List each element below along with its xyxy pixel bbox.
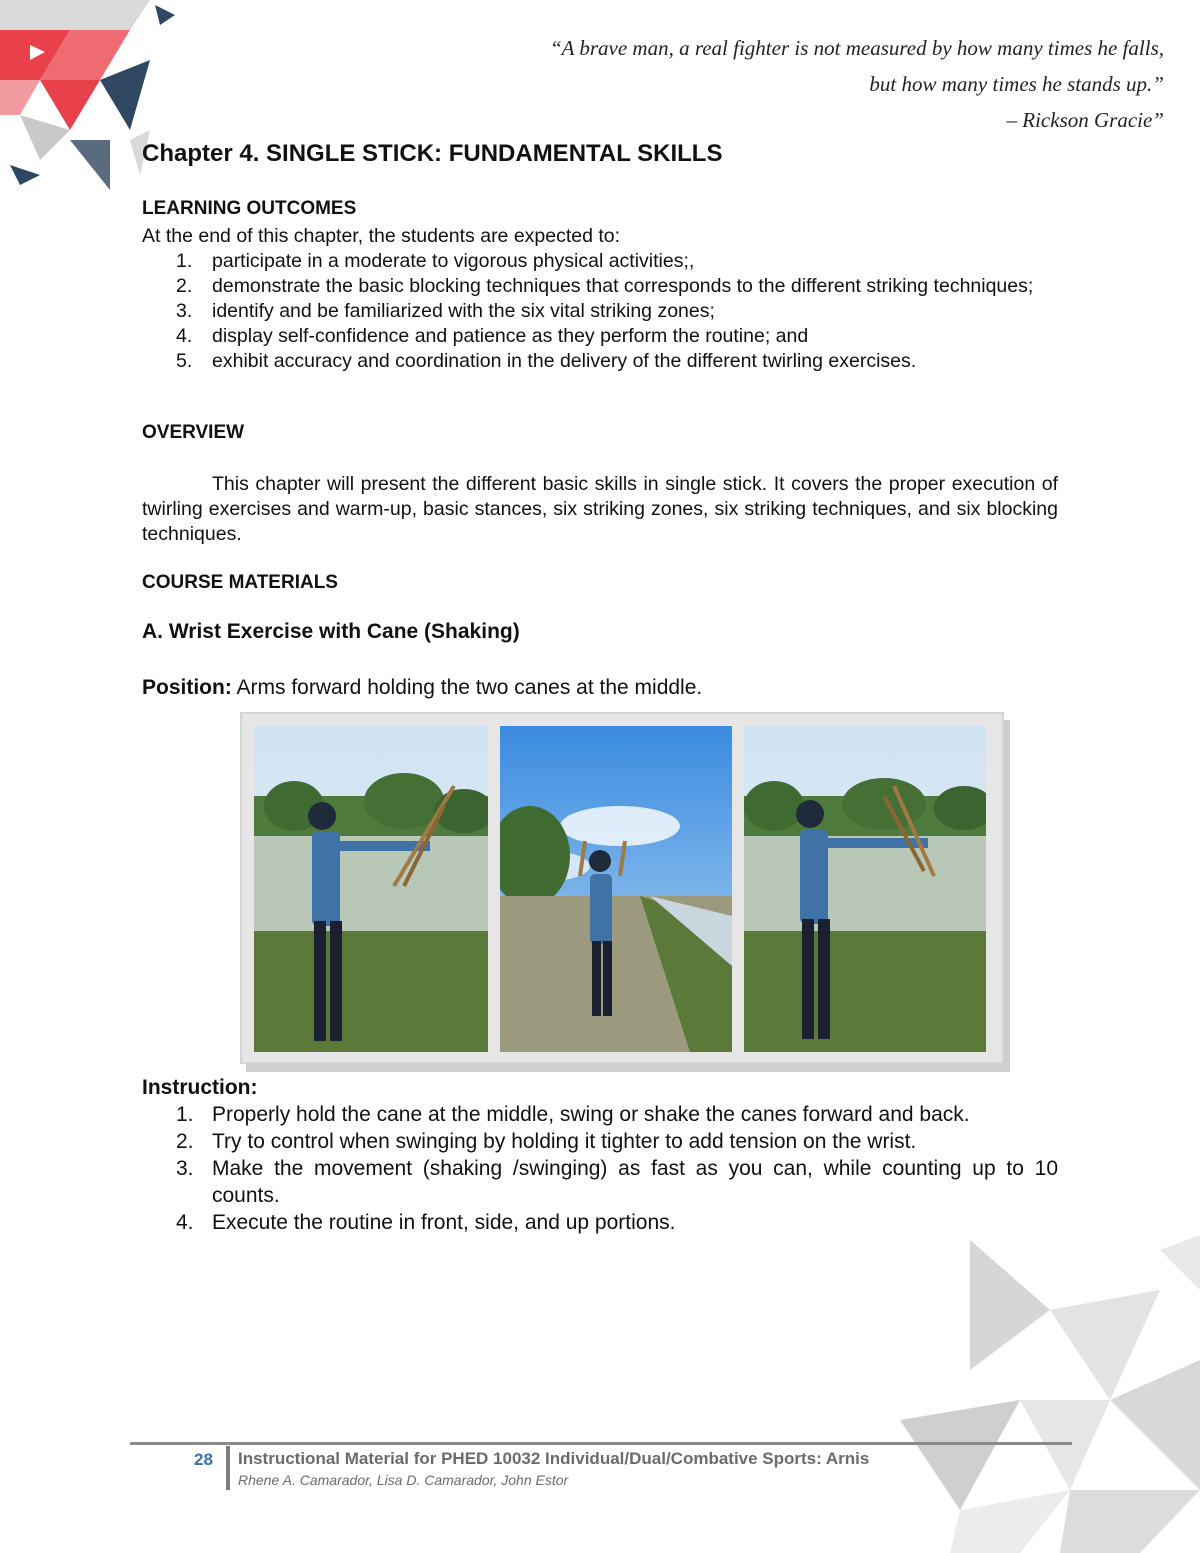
header-decoration — [0, 0, 200, 200]
position-text: Arms forward holding the two canes at the middle. — [231, 676, 703, 699]
list-item: 4. display self-confidence and patience as they perform the routine; and — [176, 325, 809, 347]
footer-title: Instructional Material for PHED 10032 Individual/Dual/Combative Sports: Arnis — [238, 1449, 870, 1468]
learning-outcomes-section — [142, 224, 1058, 374]
exercise-photo-front — [254, 726, 488, 1052]
list-item: 4. Execute the routine in front, side, and up portions. — [176, 1211, 676, 1234]
quote-author: – Rickson Gracie” — [1006, 108, 1164, 132]
list-item: 1. Properly hold the cane at the middle, swing or shake the canes forward and back. — [176, 1103, 970, 1126]
quote-line-2: but how many times he stands up.” — [869, 72, 1164, 96]
list-item: 3. identify and be familiarized with the six vital striking zones; — [176, 300, 715, 322]
footer-decoration — [860, 1230, 1200, 1553]
exercise-photo-up — [500, 726, 732, 1052]
section-title: A. Wrist Exercise with Cane (Shaking) — [142, 620, 520, 643]
instruction-heading: Instruction: — [142, 1076, 258, 1099]
footer-vertical-bar — [226, 1446, 230, 1490]
list-item: 1. participate in a moderate to vigorous physical activities;, — [176, 250, 695, 272]
list-item: 2. demonstrate the basic blocking techniques that corresponds to the different striking techniques; — [176, 275, 1034, 297]
course-materials-heading: COURSE MATERIALS — [142, 572, 338, 593]
position-line — [142, 676, 1058, 700]
list-item: 5. exhibit accuracy and coordination in the delivery of the different twirling exercises. — [176, 350, 917, 372]
list-item: 3. Make the movement (shaking /swinging) as fast as you can, while counting up to 10 counts. — [176, 1157, 1058, 1207]
list-item: 2. Try to control when swinging by holding it tighter to add tension on the wrist. — [176, 1130, 917, 1153]
position-label: Position: — [142, 676, 232, 699]
learning-outcomes-list — [142, 249, 1058, 374]
overview-heading: OVERVIEW — [142, 422, 245, 443]
instruction-section — [142, 1074, 1058, 1236]
page-number: 28 — [194, 1450, 213, 1469]
learning-outcomes-heading: LEARNING OUTCOMES — [142, 198, 357, 219]
exercise-photo-side — [744, 726, 986, 1052]
photo-strip — [240, 712, 1004, 1064]
overview-text: This chapter will present the different basic skills in single stick. It covers the proper execution of twirling exercises and warm-up, basic stances, six striking zones, six striking techniques, and six blocking techniques. — [142, 473, 1058, 545]
footer-divider — [130, 1442, 1072, 1445]
epigraph-quote — [550, 30, 1164, 138]
chapter-title: Chapter 4. SINGLE STICK: FUNDAMENTAL SKILLS — [142, 140, 723, 167]
instruction-list — [142, 1101, 1058, 1236]
footer-authors: Rhene A. Camarador, Lisa D. Camarador, John Estor — [238, 1472, 569, 1488]
quote-line-1: “A brave man, a real fighter is not measured by how many times he falls, — [549, 36, 1164, 60]
learning-outcomes-intro: At the end of this chapter, the students are expected to: — [142, 225, 621, 247]
